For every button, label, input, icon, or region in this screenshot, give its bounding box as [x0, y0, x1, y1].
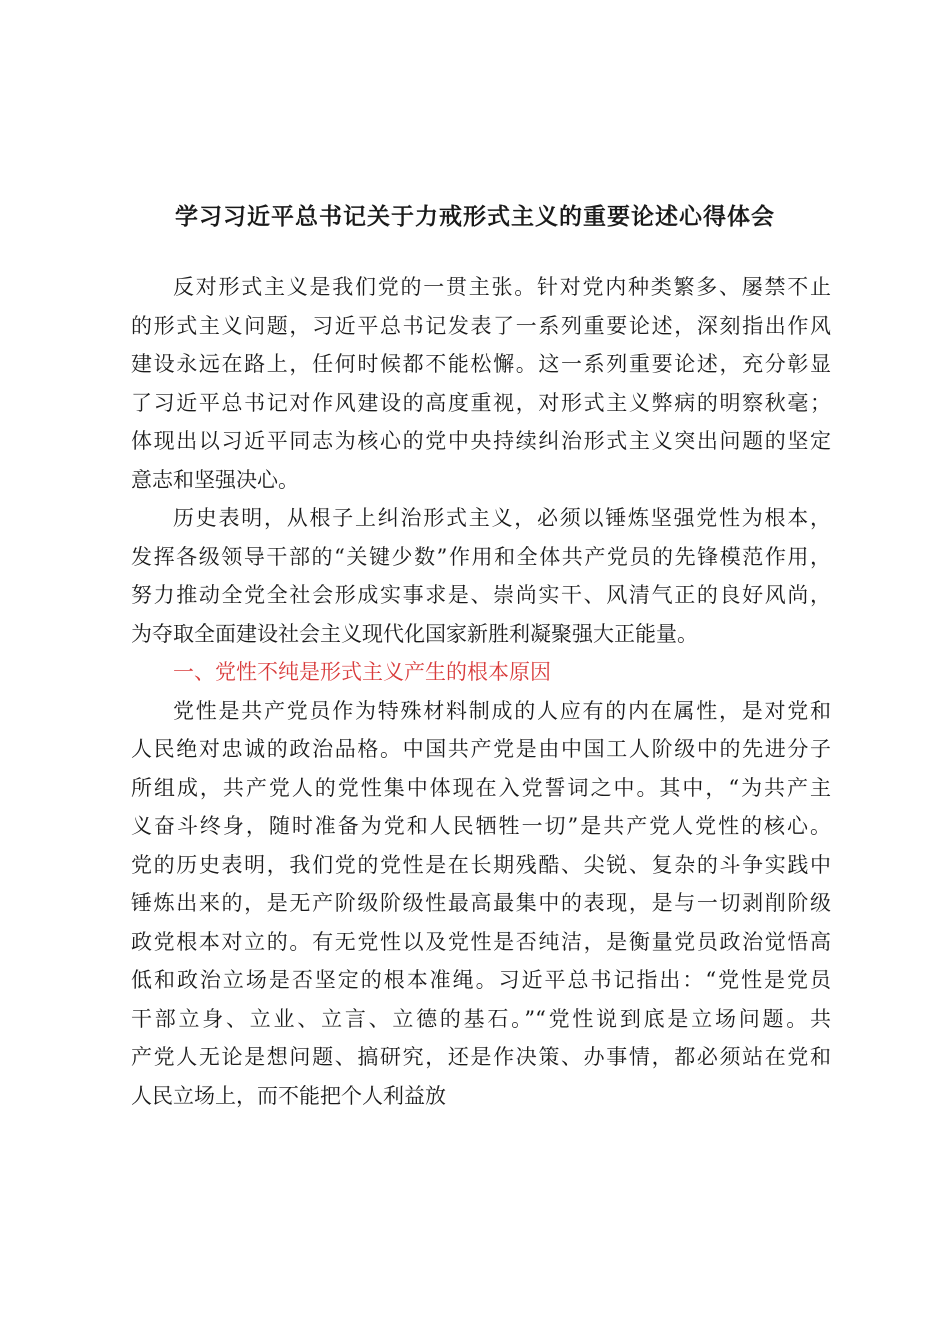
text-line: 产党人无论是想问题、搞研究，还是作决策、办事情，都必须站在党和 [131, 1045, 831, 1069]
document-title: 学习习近平总书记关于力戒形式主义的重要论述心得体会 [175, 203, 775, 230]
text-line: 的形式主义问题，习近平总书记发表了一系列重要论述，深刻指出作风 [131, 314, 831, 338]
text-line: 义奋斗终身，随时准备为党和人民牺牲一切”是共产党人党性的核心。 [131, 814, 831, 838]
text-line: 政党根本对立的。有无党性以及党性是否纯洁，是衡量党员政治觉悟高 [131, 930, 831, 954]
text-line: 努力推动全党全社会形成实事求是、崇尚实干、风清气正的良好风尚， [131, 583, 831, 607]
text-line: 人民立场上，而不能把个人利益放 [131, 1084, 446, 1108]
text-line: 低和政治立场是否坚定的根本准绳。习近平总书记指出：“党性是党员 [131, 968, 831, 992]
text-line: 锤炼出来的，是无产阶级阶级性最高最集中的表现，是与一切剥削阶级 [131, 891, 831, 915]
text-line: 反对形式主义是我们党的一贯主张。针对党内种类繁多、屡禁不止 [173, 275, 831, 299]
text-line: 体现出以习近平同志为核心的党中央持续纠治形式主义突出问题的坚定 [131, 429, 831, 453]
text-line: 所组成，共产党人的党性集中体现在入党誓词之中。其中，“为共产主 [131, 776, 831, 800]
text-line: 干部立身、立业、立言、立德的基石。”“党性说到底是立场问题。共 [131, 1007, 831, 1031]
text-line: 了习近平总书记对作风建设的高度重视，对形式主义弊病的明察秋毫； [131, 391, 831, 415]
text-line: 党的历史表明，我们党的党性是在长期残酷、尖锐、复杂的斗争实践中 [131, 853, 831, 877]
text-line: 人民绝对忠诚的政治品格。中国共产党是由中国工人阶级中的先进分子 [131, 737, 831, 761]
text-line: 党性是共产党员作为特殊材料制成的人应有的内在属性，是对党和 [173, 699, 831, 723]
section-heading: 一、党性不纯是形式主义产生的根本原因 [173, 660, 551, 684]
text-line: 发挥各级领导干部的“关键少数”作用和全体共产党员的先锋模范作用， [131, 545, 831, 569]
text-line: 建设永远在路上，任何时候都不能松懈。这一系列重要论述，充分彰显 [131, 352, 831, 376]
text-line: 为夺取全面建设社会主义现代化国家新胜利凝聚强大正能量。 [131, 622, 698, 646]
text-line: 意志和坚强决心。 [131, 468, 299, 492]
text-line: 历史表明，从根子上纠治形式主义，必须以锤炼坚强党性为根本， [173, 506, 831, 530]
